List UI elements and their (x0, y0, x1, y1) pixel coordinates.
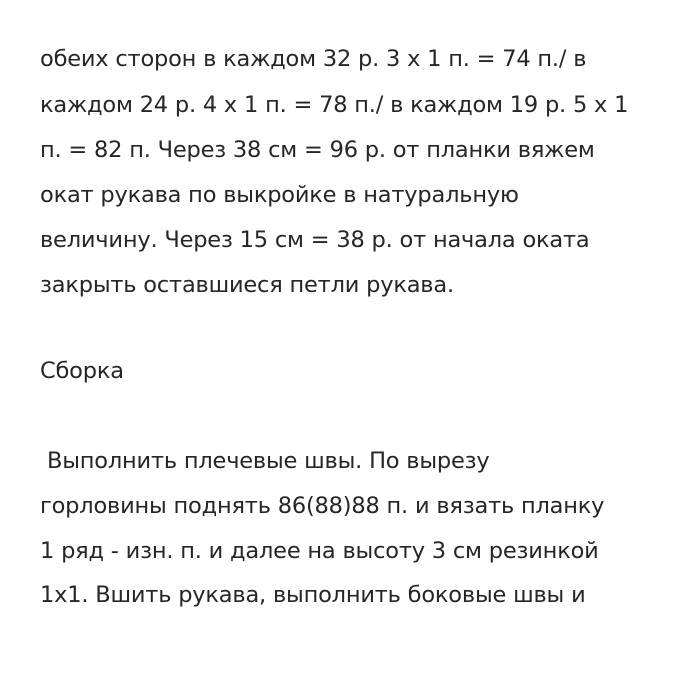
paragraph-line: 1 ряд - изн. п. и далее на высоту 3 см резинкой (40, 538, 599, 564)
paragraph-line: горловины поднять 86(88)88 п. и вязать планку (40, 493, 605, 519)
paragraph-line: окат рукава по выкройке в натуральную (40, 182, 519, 208)
paragraph-line: закрыть оставшиеся петли рукава. (40, 272, 454, 298)
paragraph-line: обеих сторон в каждом 32 р. 3 х 1 п. = 74 п./ в (40, 46, 587, 72)
paragraph-line: 1х1. Вшить рукава, выполнить боковые швы и (40, 582, 586, 608)
section-heading: Сборка (40, 358, 124, 384)
paragraph-line: Выполнить плечевые швы. По вырезу (40, 448, 490, 474)
paragraph-line: величину. Через 15 см = 38 р. от начала оката (40, 227, 590, 253)
paragraph-line: п. = 82 п. Через 38 см = 96 р. от планки вяжем (40, 137, 595, 163)
paragraph-line: каждом 24 р. 4 х 1 п. = 78 п./ в каждом 19 р. 5 х 1 (40, 92, 629, 118)
